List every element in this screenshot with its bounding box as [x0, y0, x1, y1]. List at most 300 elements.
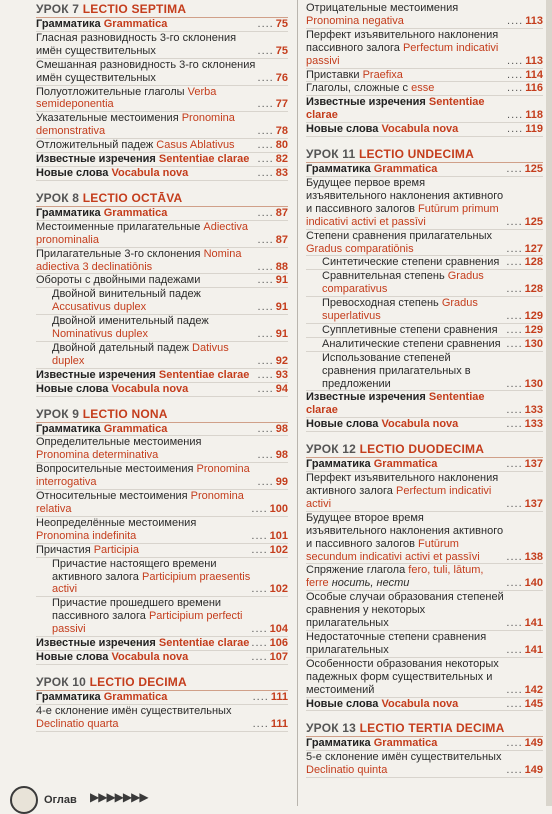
toc-page-number: 111 — [270, 690, 288, 703]
toc-entry-latin: Vocabula nova — [111, 382, 189, 395]
toc-entry[interactable] — [306, 472, 543, 512]
toc-entry-latin: Grammatica — [103, 18, 168, 30]
toc-dot-leader: .... — [506, 697, 523, 710]
toc-entry-latin: Perfectum indicativi passivi — [306, 41, 499, 67]
toc-entry-title — [36, 207, 258, 220]
toc-entry-russian: Супплетивные степени сравнения — [322, 323, 498, 336]
toc-entry-russian: Известные изречения — [36, 368, 159, 381]
lesson-block — [36, 2, 288, 181]
toc-entry-title — [36, 139, 258, 152]
toc-entry[interactable] — [306, 2, 543, 29]
toc-entry-latin: Vocabula nova — [381, 418, 459, 431]
toc-entry-title — [322, 324, 506, 337]
toc-entry-title — [306, 458, 506, 471]
block-gap — [306, 137, 543, 145]
toc-page-number: 114 — [525, 68, 543, 81]
toc-page-number: 127 — [524, 242, 543, 255]
toc-page-number: 145 — [524, 697, 543, 710]
toc-entry-russian: Прилагательные 3-го склонения — [36, 247, 204, 260]
toc-entry-russian: Определительные местоимения — [36, 436, 202, 449]
toc-entry-russian: Двойной именительный падеж — [52, 315, 209, 328]
toc-dot-leader: .... — [506, 617, 523, 630]
toc-dot-leader: .... — [257, 153, 274, 166]
toc-entry-title — [306, 418, 506, 431]
toc-entry[interactable] — [36, 691, 288, 705]
toc-entry-russian: Грамматика — [36, 206, 104, 219]
toc-entry-title — [322, 297, 506, 323]
toc-page-number: 87 — [275, 233, 288, 246]
lesson-header — [306, 442, 543, 458]
toc-entry-latin: Participium perfecti passivi — [52, 610, 243, 636]
toc-entry[interactable] — [36, 705, 288, 732]
lesson-number: УРОК 13 — [306, 721, 360, 736]
toc-entry-title — [306, 2, 507, 28]
toc-page-number: 77 — [275, 98, 288, 111]
page-edge — [546, 0, 552, 806]
lesson-number: УРОК 12 — [306, 442, 360, 457]
toc-entry-russian: Обороты с двойными падежами — [36, 274, 201, 287]
toc-page-number: 107 — [269, 650, 288, 663]
toc-entry-russian: Отложительный падеж — [36, 139, 157, 152]
toc-entry[interactable] — [306, 69, 543, 83]
toc-page-number: 149 — [524, 737, 543, 750]
toc-entry-title — [36, 167, 258, 180]
toc-entry-title — [36, 32, 258, 58]
toc-entry-latin: Declinatio quarta — [36, 717, 119, 730]
toc-dot-leader: .... — [506, 764, 523, 777]
toc-entry[interactable] — [306, 177, 543, 230]
toc-dot-leader: .... — [506, 256, 523, 269]
toc-entry-latin: Grammatica — [373, 737, 438, 750]
toc-dot-leader: .... — [251, 529, 268, 542]
lesson-latin-title: LECTIO NONA — [82, 406, 168, 421]
toc-entry-latin: Pronomina demonstrativa — [36, 112, 235, 138]
toc-dot-leader: .... — [251, 503, 268, 515]
toc-entry-latin: Sententiae clarae — [158, 153, 250, 166]
toc-entry-title — [36, 691, 253, 704]
toc-entry-title — [36, 112, 258, 138]
toc-entry-russian: Новые слова — [36, 650, 112, 663]
lesson-block — [36, 407, 288, 665]
toc-entry-latin: Adiectiva pronominalia — [36, 220, 249, 246]
toc-dot-leader: .... — [506, 418, 523, 431]
toc-entry-russian: Указательные местоимения — [36, 112, 182, 125]
toc-entry[interactable] — [36, 597, 288, 637]
toc-dot-leader: .... — [257, 233, 274, 246]
lesson-latin-title: LECTIO DUODECIMA — [359, 442, 485, 457]
toc-page-number: 138 — [524, 550, 543, 563]
toc-entry-russian: 5-е склонение имён существительных — [306, 751, 502, 764]
toc-entry[interactable] — [306, 658, 543, 698]
toc-dot-leader: .... — [252, 690, 269, 703]
toc-entry[interactable] — [36, 248, 288, 275]
toc-entry-title — [306, 177, 506, 229]
toc-entry-title — [322, 352, 506, 391]
toc-entry-latin: Vocabula nova — [381, 697, 459, 710]
toc-dot-leader: .... — [251, 637, 268, 650]
toc-entry[interactable] — [36, 153, 288, 167]
toc-entry-latin: Futūrum secundum indicativi activi et passīvi — [306, 537, 480, 563]
toc-page-number: 125 — [524, 163, 543, 176]
toc-entry-title — [36, 221, 258, 247]
toc-entry[interactable] — [306, 82, 543, 96]
toc-entry[interactable] — [306, 352, 543, 392]
toc-page-number: 99 — [275, 476, 288, 489]
toc-dot-leader: .... — [257, 98, 274, 111]
toc-entry-russian: Новые слова — [306, 123, 382, 136]
toc-entry-latin: Grammatica — [103, 422, 168, 435]
toc-dot-leader: .... — [257, 44, 274, 57]
toc-dot-leader: .... — [251, 623, 268, 636]
toc-page-number: 75 — [275, 18, 288, 30]
toc-page-number: 137 — [524, 497, 543, 510]
toc-entry-title — [306, 163, 506, 176]
toc-entry[interactable] — [36, 86, 288, 113]
toc-entry[interactable] — [306, 338, 543, 352]
toc-entry[interactable] — [306, 96, 543, 123]
toc-entry-latin: Pronomina relativa — [36, 490, 244, 515]
toc-entry-russian: Известные изречения — [306, 96, 429, 109]
toc-entry-russian: Известные изречения — [306, 391, 429, 404]
lesson-header — [36, 675, 288, 691]
toc-dot-leader: .... — [506, 242, 523, 255]
toc-entry-title — [52, 558, 251, 597]
toc-page-number: 102 — [269, 583, 288, 596]
toc-entry-latin: esse — [411, 82, 435, 95]
toc-entry-russian: Грамматика — [36, 18, 104, 30]
toc-entry[interactable] — [306, 391, 543, 418]
toc-entry-russian: Известные изречения — [36, 153, 159, 166]
footer-label: Оглав — [44, 794, 77, 806]
toc-page-number: 94 — [275, 382, 288, 395]
toc-entry-russian: Грамматика — [306, 163, 374, 176]
toc-page-number: 101 — [269, 529, 288, 542]
toc-dot-leader: .... — [257, 422, 274, 435]
toc-dot-leader: .... — [257, 18, 274, 30]
toc-entry-russian: Вопросительные местоимения — [36, 463, 197, 476]
lesson-header — [36, 407, 288, 423]
toc-entry-title — [36, 423, 258, 436]
toc-dot-leader: .... — [506, 458, 523, 471]
toc-dot-leader: .... — [507, 109, 524, 122]
toc-entry[interactable] — [306, 737, 543, 751]
lesson-block — [306, 2, 543, 137]
toc-entry[interactable] — [36, 315, 288, 342]
toc-entry-title — [36, 18, 258, 31]
toc-entry-latin: Pronomina indefinita — [36, 529, 137, 542]
toc-entry[interactable] — [306, 418, 543, 432]
toc-page-number: 129 — [524, 323, 543, 336]
toc-entry-russian: Причастия — [36, 543, 94, 556]
toc-entry-latin: Gradus comparativus — [322, 270, 484, 296]
toc-page-number: 149 — [524, 764, 543, 777]
toc-entry-title — [306, 391, 506, 417]
toc-entry[interactable] — [36, 517, 288, 544]
toc-entry[interactable] — [36, 383, 288, 397]
toc-entry-title — [52, 288, 258, 314]
lesson-block — [306, 147, 543, 432]
toc-dot-leader: .... — [252, 717, 269, 730]
toc-entry[interactable] — [306, 297, 543, 324]
toc-dot-leader: .... — [506, 577, 523, 590]
toc-entry-title — [306, 29, 507, 68]
lesson-header — [36, 191, 288, 207]
toc-entry-title — [36, 637, 251, 650]
toc-page-number: 80 — [275, 139, 288, 152]
toc-dot-leader: .... — [506, 323, 523, 336]
toc-entry[interactable] — [36, 490, 288, 517]
toc-entry[interactable] — [36, 32, 288, 59]
toc-dot-leader: .... — [507, 68, 524, 81]
toc-entry-title — [306, 472, 506, 511]
toc-entry-russian: 4-е склонение имён существительных — [36, 704, 232, 717]
page-number-badge — [10, 786, 38, 814]
toc-entry[interactable] — [306, 591, 543, 631]
toc-page-number: 91 — [275, 274, 288, 287]
toc-page-number: 128 — [524, 283, 543, 296]
toc-entry-title — [306, 123, 507, 136]
toc-entry-russian: Особые случаи образования степеней сравнения у некоторых прилагательных — [306, 591, 504, 630]
toc-entry-russian: Аналитические степени сравнения — [322, 337, 501, 350]
toc-entry[interactable] — [36, 18, 288, 32]
toc-entry[interactable] — [36, 221, 288, 248]
toc-page-number: 78 — [275, 125, 288, 138]
lesson-latin-title: LECTIO TERTIA DECIMA — [359, 721, 505, 736]
toc-entry[interactable] — [306, 631, 543, 658]
toc-entry[interactable] — [36, 342, 288, 369]
toc-page-number: 111 — [270, 717, 288, 730]
toc-dot-leader: .... — [257, 449, 274, 462]
toc-entry-title — [52, 342, 258, 368]
toc-entry[interactable] — [36, 274, 288, 288]
toc-entry-russian: Превосходная степень — [322, 297, 442, 310]
toc-page-number: 83 — [275, 166, 288, 179]
toc-entry-latin: Sententiae clarae — [306, 96, 485, 122]
toc-entry-translation: носить, нести — [331, 577, 410, 590]
toc-right-column — [306, 0, 543, 778]
toc-entry-russian: Причастие прошедшего времени пассивного залога — [52, 597, 222, 623]
toc-entry-title — [306, 751, 506, 777]
toc-page-number: 133 — [524, 404, 543, 417]
toc-entry[interactable] — [36, 288, 288, 315]
toc-entry-title — [52, 597, 251, 636]
toc-entry-title — [306, 96, 507, 122]
toc-entry[interactable] — [36, 651, 288, 665]
toc-entry[interactable] — [36, 436, 288, 463]
toc-page-number: 116 — [525, 82, 543, 95]
toc-entry-latin: Vocabula nova — [111, 166, 189, 179]
toc-entry[interactable] — [306, 564, 543, 591]
toc-dot-leader: .... — [257, 301, 274, 314]
toc-page-number: 88 — [275, 260, 288, 273]
toc-entry[interactable] — [306, 29, 543, 69]
toc-entry-title — [306, 698, 506, 711]
toc-page-number: 91 — [275, 301, 288, 314]
toc-entry-latin: Pronomina determinativa — [36, 449, 159, 462]
toc-dot-leader: .... — [251, 583, 268, 596]
toc-dot-leader: .... — [507, 82, 524, 95]
toc-page-number: 133 — [524, 418, 543, 431]
toc-entry-latin: Gradus superlativus — [322, 297, 478, 323]
toc-entry-title — [306, 69, 507, 82]
toc-entry-russian: Причастие настоящего времени активного залога — [52, 557, 217, 583]
toc-entry-russian: Приставки — [306, 68, 363, 81]
toc-entry-latin: Accusativus duplex — [52, 301, 147, 314]
toc-entry[interactable] — [36, 558, 288, 598]
toc-entry-russian: Известные изречения — [36, 637, 159, 650]
toc-page-number: 75 — [275, 44, 288, 57]
toc-page-number: 113 — [525, 14, 543, 27]
toc-entry-russian: Местоименные прилагательные — [36, 220, 204, 233]
toc-entry-title — [322, 256, 506, 269]
toc-entry-russian: Новые слова — [36, 382, 112, 395]
toc-page-number: 106 — [269, 637, 288, 650]
toc-entry[interactable] — [36, 544, 288, 558]
toc-entry-latin: Pronomina negativa — [306, 14, 404, 27]
toc-entry-latin: Verba semideponentia — [36, 85, 217, 111]
toc-dot-leader: .... — [257, 166, 274, 179]
toc-entry-title — [36, 153, 258, 166]
toc-entry[interactable] — [306, 163, 543, 177]
toc-entry-title — [306, 512, 506, 564]
toc-entry-title — [306, 564, 506, 590]
toc-page-number: 128 — [524, 256, 543, 269]
toc-page-number: 91 — [275, 328, 288, 341]
toc-entry-latin: Perfectum indicativi activi — [306, 485, 492, 510]
block-gap — [306, 711, 543, 719]
toc-entry-title — [306, 631, 506, 657]
toc-entry-latin: Pronomina interrogativa — [36, 463, 250, 489]
toc-entry[interactable] — [36, 637, 288, 651]
toc-entry-russian: Спряжение глагола — [306, 564, 409, 577]
toc-entry-latin: Praefixa — [362, 68, 403, 81]
toc-entry[interactable] — [36, 139, 288, 153]
lesson-latin-title: LECTIO UNDECIMA — [358, 147, 474, 162]
toc-dot-leader: .... — [506, 550, 523, 563]
lesson-latin-title: LECTIO OCTĀVA — [82, 190, 183, 205]
toc-entry-latin: Grammatica — [103, 206, 168, 219]
toc-page-number: 98 — [275, 449, 288, 462]
toc-entry[interactable] — [306, 230, 543, 257]
toc-entry-latin: Participium praesentis activi — [52, 570, 251, 596]
toc-entry[interactable] — [306, 751, 543, 778]
lesson-block — [306, 721, 543, 778]
toc-entry-title — [36, 651, 251, 664]
toc-dot-leader: .... — [251, 650, 268, 663]
lesson-number: УРОК 9 — [36, 406, 83, 421]
toc-entry-title — [306, 658, 506, 697]
toc-page-number: 93 — [275, 368, 288, 381]
block-gap — [36, 665, 288, 673]
toc-entry-title — [36, 517, 251, 543]
toc-entry-title — [52, 315, 258, 341]
toc-page-number: 76 — [275, 71, 288, 84]
toc-dot-leader: .... — [257, 71, 274, 84]
toc-entry-latin: fero, tuli, lātum, ferre — [306, 564, 484, 590]
toc-entry-latin: Vocabula nova — [111, 650, 189, 663]
lesson-header — [306, 721, 543, 737]
toc-entry-latin: Declinatio quinta — [306, 764, 388, 777]
toc-entry-russian: Новые слова — [36, 166, 112, 179]
toc-entry-latin: Participia — [93, 543, 139, 556]
toc-page-number: 104 — [269, 623, 288, 636]
toc-page-number: 87 — [275, 206, 288, 219]
toc-entry[interactable] — [36, 59, 288, 86]
toc-entry[interactable] — [36, 463, 288, 490]
toc-entry[interactable] — [306, 698, 543, 712]
toc-entry-title — [36, 248, 258, 274]
toc-dot-leader: .... — [257, 125, 274, 138]
toc-entry-russian: Сравнительная степень — [322, 270, 448, 283]
toc-entry-russian: Новые слова — [306, 418, 382, 431]
toc-entry-russian: Полуотложительные глаголы — [36, 85, 188, 98]
toc-page-number: 125 — [524, 215, 543, 228]
toc-entry-title — [36, 274, 258, 287]
lesson-latin-title: LECTIO SEPTIMA — [82, 2, 187, 16]
toc-entry[interactable] — [306, 270, 543, 297]
toc-entry-russian: Синтетические степени сравнения — [322, 256, 500, 269]
toc-entry-russian: Относительные местоимения — [36, 490, 191, 503]
toc-entry-title — [36, 705, 253, 731]
toc-entry[interactable] — [36, 207, 288, 221]
toc-entry-russian: Недостаточные степени сравнения прилагательных — [306, 630, 487, 656]
toc-page-number: 100 — [269, 503, 288, 515]
toc-entry-russian: Грамматика — [36, 422, 104, 435]
toc-entry[interactable] — [306, 512, 543, 565]
toc-entry-russian: Будущее второе время изъявительного наклонения активного и пассивного залогов — [306, 511, 504, 550]
toc-dot-leader: .... — [257, 368, 274, 381]
toc-entry[interactable] — [306, 458, 543, 472]
toc-entry[interactable] — [36, 112, 288, 139]
toc-entry-latin: Vocabula nova — [381, 123, 459, 136]
toc-dot-leader: .... — [506, 163, 523, 176]
toc-entry-title — [36, 436, 258, 462]
toc-dot-leader: .... — [506, 643, 523, 656]
toc-entry[interactable] — [306, 123, 543, 137]
toc-entry[interactable] — [36, 369, 288, 383]
toc-entry[interactable] — [306, 256, 543, 270]
arrow-decoration-icon: ▶▶▶▶▶▶▶ — [90, 790, 148, 804]
toc-page-number: 113 — [525, 54, 543, 67]
toc-page-number: 98 — [275, 422, 288, 435]
toc-entry[interactable] — [36, 167, 288, 181]
toc-entry-title — [306, 591, 506, 630]
toc-dot-leader: .... — [506, 683, 523, 696]
lesson-header — [36, 2, 288, 18]
block-gap — [36, 397, 288, 405]
column-divider — [297, 0, 298, 806]
toc-page-number: 137 — [524, 458, 543, 471]
toc-entry-title — [306, 230, 506, 256]
toc-dot-leader: .... — [506, 497, 523, 510]
toc-entry-latin: Sententiae clarae — [158, 368, 250, 381]
toc-entry-russian: Отрицательные местоимения — [306, 2, 459, 14]
toc-dot-leader: .... — [257, 260, 274, 273]
lesson-number: УРОК 7 — [36, 2, 83, 16]
toc-page-number: 92 — [275, 354, 288, 367]
toc-page-number: 119 — [525, 123, 543, 136]
toc-dot-leader: .... — [506, 337, 523, 350]
toc-entry[interactable] — [306, 324, 543, 338]
toc-page-number: 141 — [524, 643, 543, 656]
lesson-block — [36, 675, 288, 732]
toc-entry-russian: Грамматика — [306, 737, 374, 750]
toc-page-number: 130 — [524, 337, 543, 350]
toc-dot-leader: .... — [507, 54, 524, 67]
toc-entry-latin: Gradus comparatiōnis — [306, 242, 414, 255]
toc-entry[interactable] — [36, 423, 288, 437]
toc-dot-leader: .... — [257, 274, 274, 287]
